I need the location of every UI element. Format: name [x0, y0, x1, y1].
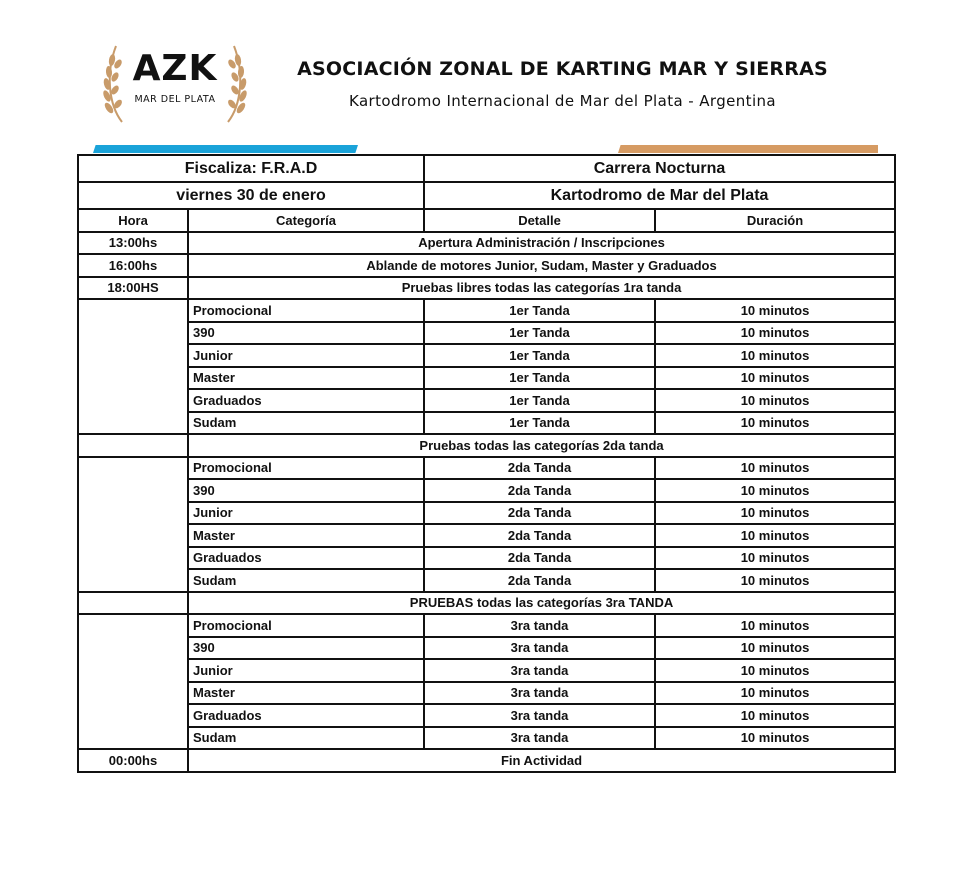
- time-cell: 13:00hs: [78, 232, 188, 255]
- activity-cell: Ablande de motores Junior, Sudam, Master y Graduados: [188, 254, 895, 277]
- blue-accent-stripe: [93, 145, 358, 153]
- activity-cell: Apertura Administración / Inscripciones: [188, 232, 895, 255]
- column-header-row: [78, 209, 895, 232]
- detail-cell: 1er Tanda: [424, 322, 655, 345]
- duration-cell: 10 minutos: [655, 344, 895, 367]
- category-cell: Sudam: [188, 727, 424, 750]
- table-row: [78, 367, 895, 390]
- table-row: [78, 412, 895, 435]
- table-row: [78, 614, 895, 637]
- table-row: [78, 389, 895, 412]
- table-row: [78, 344, 895, 367]
- section-title-cell: Pruebas todas las categorías 2da tanda: [188, 434, 895, 457]
- duration-cell: 10 minutos: [655, 479, 895, 502]
- category-cell: Master: [188, 682, 424, 705]
- duration-cell: 10 minutos: [655, 367, 895, 390]
- closing-row: [78, 749, 895, 772]
- table-row: [78, 727, 895, 750]
- table-row: [78, 457, 895, 480]
- duration-cell: 10 minutos: [655, 322, 895, 345]
- section-title-cell: PRUEBAS todas las categorías 3ra TANDA: [188, 592, 895, 615]
- schedule-table: [77, 154, 896, 773]
- empty-time-cell: [78, 457, 188, 592]
- detail-cell: 1er Tanda: [424, 344, 655, 367]
- category-cell: Junior: [188, 344, 424, 367]
- detail-cell: 1er Tanda: [424, 299, 655, 322]
- table-header-row-1: [78, 155, 895, 182]
- duration-cell: 10 minutos: [655, 682, 895, 705]
- detail-cell: 1er Tanda: [424, 367, 655, 390]
- category-cell: Graduados: [188, 704, 424, 727]
- detail-cell: 2da Tanda: [424, 524, 655, 547]
- category-cell: 390: [188, 479, 424, 502]
- table-row: [78, 547, 895, 570]
- laurel-right-icon: [222, 42, 248, 124]
- detail-cell: 3ra tanda: [424, 682, 655, 705]
- detail-cell: 3ra tanda: [424, 704, 655, 727]
- category-cell: Graduados: [188, 547, 424, 570]
- table-row: [78, 569, 895, 592]
- laurel-left-icon: [102, 42, 128, 124]
- category-cell: Promocional: [188, 299, 424, 322]
- table-row: [78, 659, 895, 682]
- table-row: [78, 682, 895, 705]
- table-row: [78, 502, 895, 525]
- detail-cell: 1er Tanda: [424, 389, 655, 412]
- empty-time-cell: [78, 614, 188, 749]
- column-header-categoria: Categoría: [188, 209, 424, 232]
- duration-cell: 10 minutos: [655, 704, 895, 727]
- tan-accent-stripe: [618, 145, 878, 153]
- table-row: [78, 704, 895, 727]
- schedule-row: [78, 254, 895, 277]
- detail-cell: 3ra tanda: [424, 659, 655, 682]
- category-cell: Junior: [188, 502, 424, 525]
- duration-cell: 10 minutos: [655, 502, 895, 525]
- detail-cell: 1er Tanda: [424, 412, 655, 435]
- column-header-hora: Hora: [78, 209, 188, 232]
- duration-cell: 10 minutos: [655, 547, 895, 570]
- empty-time-cell: [78, 434, 188, 457]
- duration-cell: 10 minutos: [655, 524, 895, 547]
- detail-cell: 3ra tanda: [424, 637, 655, 660]
- azk-logo: [100, 40, 250, 128]
- schedule-row: [78, 277, 895, 300]
- table-header-row-2: [78, 182, 895, 209]
- date-cell: viernes 30 de enero: [78, 182, 424, 209]
- association-title: ASOCIACIÓN ZONAL DE KARTING MAR Y SIERRAS: [297, 58, 828, 80]
- detail-cell: 2da Tanda: [424, 502, 655, 525]
- table-row: [78, 299, 895, 322]
- table-row: [78, 637, 895, 660]
- table-row: [78, 479, 895, 502]
- detail-cell: 3ra tanda: [424, 727, 655, 750]
- category-cell: Junior: [188, 659, 424, 682]
- duration-cell: 10 minutos: [655, 637, 895, 660]
- time-cell: 00:00hs: [78, 749, 188, 772]
- duration-cell: 10 minutos: [655, 659, 895, 682]
- detail-cell: 2da Tanda: [424, 569, 655, 592]
- venue-cell: Kartodromo de Mar del Plata: [424, 182, 895, 209]
- empty-time-cell: [78, 592, 188, 615]
- activity-cell: Fin Actividad: [188, 749, 895, 772]
- category-cell: Master: [188, 524, 424, 547]
- duration-cell: 10 minutos: [655, 614, 895, 637]
- activity-cell: Pruebas libres todas las categorías 1ra tanda: [188, 277, 895, 300]
- duration-cell: 10 minutos: [655, 412, 895, 435]
- column-header-duracion: Duración: [655, 209, 895, 232]
- category-cell: 390: [188, 322, 424, 345]
- category-cell: Graduados: [188, 389, 424, 412]
- logo-wordmark: AZK: [132, 48, 218, 89]
- time-cell: 16:00hs: [78, 254, 188, 277]
- detail-cell: 3ra tanda: [424, 614, 655, 637]
- logo-subtitle: MAR DEL PLATA: [134, 94, 216, 105]
- duration-cell: 10 minutos: [655, 457, 895, 480]
- duration-cell: 10 minutos: [655, 569, 895, 592]
- category-cell: Sudam: [188, 569, 424, 592]
- duration-cell: 10 minutos: [655, 299, 895, 322]
- category-cell: Promocional: [188, 614, 424, 637]
- column-header-detalle: Detalle: [424, 209, 655, 232]
- empty-time-cell: [78, 299, 188, 434]
- association-subtitle: Kartodromo Internacional de Mar del Plata - Argentina: [348, 92, 777, 110]
- detail-cell: 2da Tanda: [424, 547, 655, 570]
- table-row: [78, 524, 895, 547]
- category-cell: Master: [188, 367, 424, 390]
- fiscaliza-cell: Fiscaliza: F.R.A.D: [78, 155, 424, 182]
- section-row-2da-tanda: [78, 434, 895, 457]
- detail-cell: 2da Tanda: [424, 457, 655, 480]
- table-row: [78, 322, 895, 345]
- schedule-row: [78, 232, 895, 255]
- category-cell: 390: [188, 637, 424, 660]
- section-row-3ra-tanda: [78, 592, 895, 615]
- time-cell: 18:00HS: [78, 277, 188, 300]
- detail-cell: 2da Tanda: [424, 479, 655, 502]
- duration-cell: 10 minutos: [655, 727, 895, 750]
- duration-cell: 10 minutos: [655, 389, 895, 412]
- event-name-cell: Carrera Nocturna: [424, 155, 895, 182]
- category-cell: Sudam: [188, 412, 424, 435]
- category-cell: Promocional: [188, 457, 424, 480]
